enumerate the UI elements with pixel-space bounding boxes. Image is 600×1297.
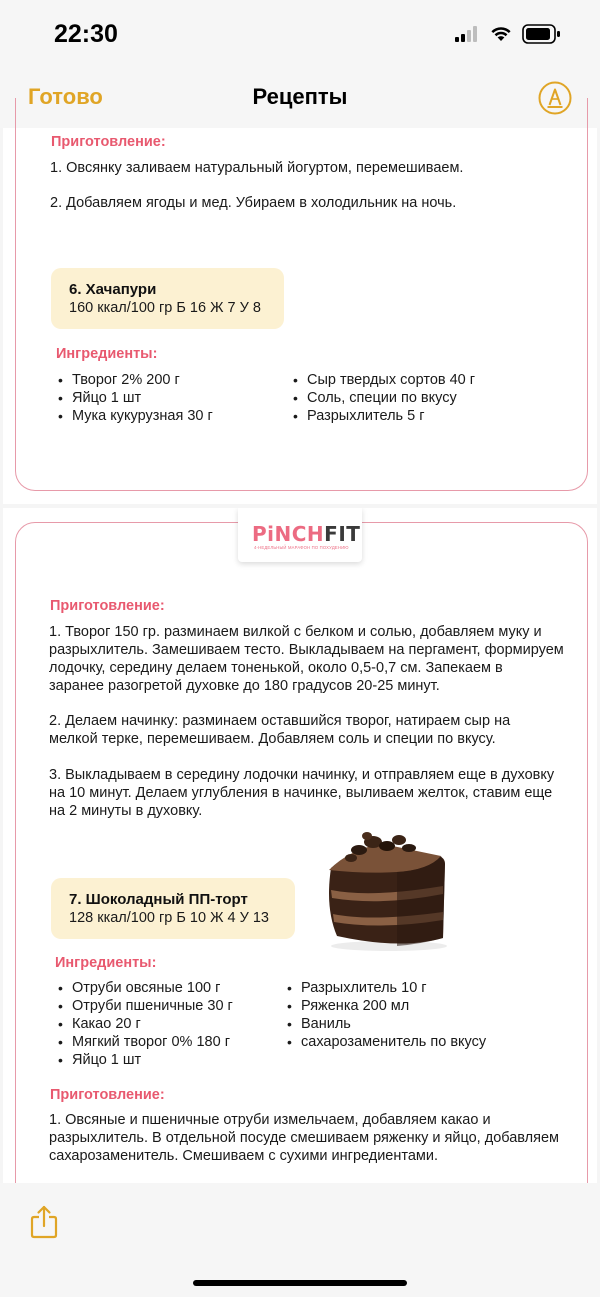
status-bar (0, 0, 600, 70)
text-line: заранее разогретой духовке до 180 градусов 20-25 минут. (49, 678, 440, 694)
status-time: 22:30 (54, 20, 118, 48)
ingredients-heading: Ингредиенты: (56, 346, 158, 362)
done-button[interactable]: Готово (28, 84, 103, 109)
list-item: • Соль, специи по вкусу (291, 389, 475, 407)
ingredients-list-right (291, 371, 475, 425)
ingredients-list-left (56, 979, 233, 1069)
preparation-heading: Приготовление: (51, 134, 166, 150)
recipe-macros: 160 ккал/100 гр Б 16 Ж 7 У 8 (69, 300, 261, 316)
preparation-step-1 (49, 623, 564, 695)
list-item: • Мягкий творог 0% 180 г (56, 1033, 233, 1051)
share-icon[interactable] (30, 1205, 58, 1239)
list-item: • Разрыхлитель 5 г (291, 407, 475, 425)
ingredients-heading: Ингредиенты: (55, 955, 157, 971)
document-page-2 (3, 508, 597, 1183)
text-line: на 2 минуты в духовку. (49, 803, 203, 819)
list-item: • Яйцо 1 шт (56, 1051, 233, 1069)
preparation-heading: Приготовление: (50, 598, 165, 614)
text-line: 3. Выкладываем в середину лодочки начинку, и отправляем еще в духовку (49, 767, 555, 783)
logo-pinch-text: PiNCH (252, 522, 325, 546)
text-line: мелкой терке, перемешиваем. Добавляем соль и специи по вкусу. (49, 731, 496, 747)
text-line: лодочку, середину делаем тоненькой, около 0,5-0,7 см. Запекаем в (49, 660, 503, 676)
list-item: • Сыр твердых сортов 40 г (291, 371, 475, 389)
text-line: 1. Творог 150 гр. разминаем вилкой с белком и солью, добавляем муку и (49, 624, 542, 640)
list-item: • Отруби пшеничные 30 г (56, 997, 233, 1015)
list-item: • сахарозаменитель по вкусу (285, 1033, 486, 1051)
wifi-icon (489, 24, 513, 42)
text-line: 1. Овсяные и пшеничные отруби измельчаем, добавляем какао и (49, 1112, 491, 1128)
text-line: 2. Делаем начинку: разминаем оставшийся творог, натираем сыр на (49, 713, 511, 729)
chocolate-cake-image (311, 828, 461, 953)
preparation-step-1: 1. Овсянку заливаем натуральный йогуртом, перемешиваем. (50, 160, 464, 176)
list-item: • Разрыхлитель 10 г (285, 979, 486, 997)
preparation-step-3 (49, 766, 554, 820)
list-item: • Отруби овсяные 100 г (56, 979, 233, 997)
list-item: • Ваниль (285, 1015, 486, 1033)
home-indicator[interactable] (193, 1280, 407, 1286)
text-line: на 10 минут. Делаем углубления в начинке, выливаем желток, ставим еще (49, 785, 553, 801)
recipe-card-chocolate-cake (51, 878, 295, 939)
text-line: разрыхлитель. В отдельной посуде смешиваем ряженку и яйцо, добавляем (49, 1130, 560, 1146)
logo-tagline: 4-НЕДЕЛЬНЫЙ МАРАФОН ПО ПОХУДЕНИЮ (254, 545, 349, 550)
cellular-signal-icon (455, 26, 481, 42)
page-frame (15, 522, 588, 1183)
list-item: • Яйцо 1 шт (56, 389, 213, 407)
recipe-macros: 128 ккал/100 гр Б 10 Ж 4 У 13 (69, 910, 269, 926)
list-item: • Мука кукурузная 30 г (56, 407, 213, 425)
battery-icon (522, 24, 562, 44)
list-item: • Творог 2% 200 г (56, 371, 213, 389)
page-title: Рецепты (252, 84, 348, 109)
list-item: • Какао 20 г (56, 1015, 233, 1033)
logo-fit-text: FIT (324, 522, 361, 546)
bottom-toolbar (0, 1183, 600, 1297)
text-line: сахарозаменитель. Смешиваем с сухими ингредиентами. (49, 1148, 439, 1164)
recipe-card-khachapuri (51, 268, 284, 329)
document-page-1 (3, 128, 597, 504)
list-item: • Ряженка 200 мл (285, 997, 486, 1015)
preparation-step-2: 2. Добавляем ягоды и мед. Убираем в холодильник на ночь. (50, 195, 457, 211)
ingredients-list-left (56, 371, 213, 425)
preparation-heading-2: Приготовление: (50, 1087, 165, 1103)
ingredients-list-right (285, 979, 486, 1051)
preparation-step-1-cake (49, 1111, 559, 1165)
recipe-name: 6. Хачапури (69, 281, 157, 298)
preparation-step-2 (49, 712, 510, 748)
recipe-name: 7. Шоколадный ПП-торт (69, 891, 248, 908)
pinchfit-logo (238, 508, 362, 562)
text-line: разрыхлитель. Замешиваем тесто. Выкладываем на пергамент, формируем (49, 642, 564, 658)
